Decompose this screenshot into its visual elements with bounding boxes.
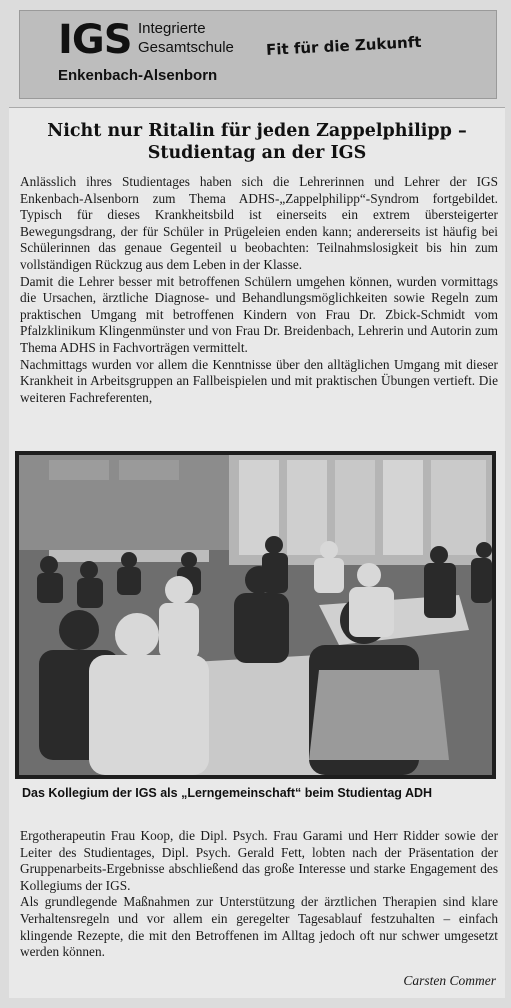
paragraph: Als grundlegende Maßnahmen zur Unterstützung der ärztlichen Therapien sind klare Verhaltensregeln und vor allem ein geregelter Tagesablauf festzuhalten – einfach klingende Rezepte, die mit den Betroffenen im Alltag jedoch oft nur schwer umgesetzt werden können. (20, 894, 498, 960)
body-text-top (20, 174, 498, 406)
headline-line-1: Nicht nur Ritalin für jeden Zappelphilipp – (47, 121, 467, 141)
igs-logo (58, 15, 136, 65)
headline-line-2: Studientag an der IGS (147, 143, 367, 163)
staff-meeting-photo (19, 455, 492, 775)
paragraph: Anlässlich ihres Studientages haben sich die Lehrerinnen und Lehrer der IGS Enkenbach-Alsenborn zum Thema ADHS-„Zappelphilipp“-Syndrom fortgebildet. Typisch für dieses Krankheitsbild ist einerseits ein extrem übersteigerter Bewegungsdrang, der für Schüler in Prügeleien enden kann; andererseits ist häufig bei Schülerinnen das genaue Gegenteil u beobachten: Teilnahmslosigkeit bis hin zum vollständigen Rückzug aus dem Leben in der Klasse. (20, 174, 498, 272)
body-text-bottom (20, 828, 498, 961)
logo-line-1: Integrierte (138, 20, 206, 37)
author-byline: Carsten Commer (403, 973, 496, 988)
paragraph: Ergotherapeutin Frau Koop, die Dipl. Psych. Frau Garami und Herr Ridder sowie der Leiter des Studientages, Dipl. Psych. Gerald Fett, lobten nach der Präsentation der Gruppenarbeits-Ergebnisse abschließend das große Interesse und starke Engagement des Kollegiums der IGS. (20, 828, 498, 893)
logo-line-2: Gesamtschule (138, 39, 234, 56)
headline (9, 120, 505, 164)
paragraph: Damit die Lehrer besser mit betroffenen Schülern umgehen können, wurden vormittags die Ursachen, ärztliche Diagnose- und Behandlungsmöglichkeiten sowie Regeln zum praktischen Umgang mit betroffenen Kindern von Frau Dr. Zbick-Schmidt vom Pfalzklinikum Klingenmünster und von Frau Dr. Breidenbach, Lehrerin und Autorin zum Thema ADHS in Fachvorträgen vermittelt. (20, 273, 498, 355)
photo-caption: Das Kollegium der IGS als „Lerngemeinschaft“ beim Studientag ADH (22, 786, 433, 800)
slogan: Fit für die Zukunft (265, 32, 422, 60)
article (9, 107, 505, 998)
photo-frame (15, 451, 496, 779)
logo-letters: IGS (58, 17, 132, 63)
school-place: Enkenbach-Alsenborn (58, 67, 218, 84)
paragraph: Nachmittags wurden vor allem die Kenntnisse über den alltäglichen Umgang mit dieser Krankheit in Arbeitsgruppen an Fallbeispielen und mit praktischen Übungen vertieft. Die weiteren Fachreferenten, (20, 356, 498, 405)
school-header (19, 10, 497, 99)
